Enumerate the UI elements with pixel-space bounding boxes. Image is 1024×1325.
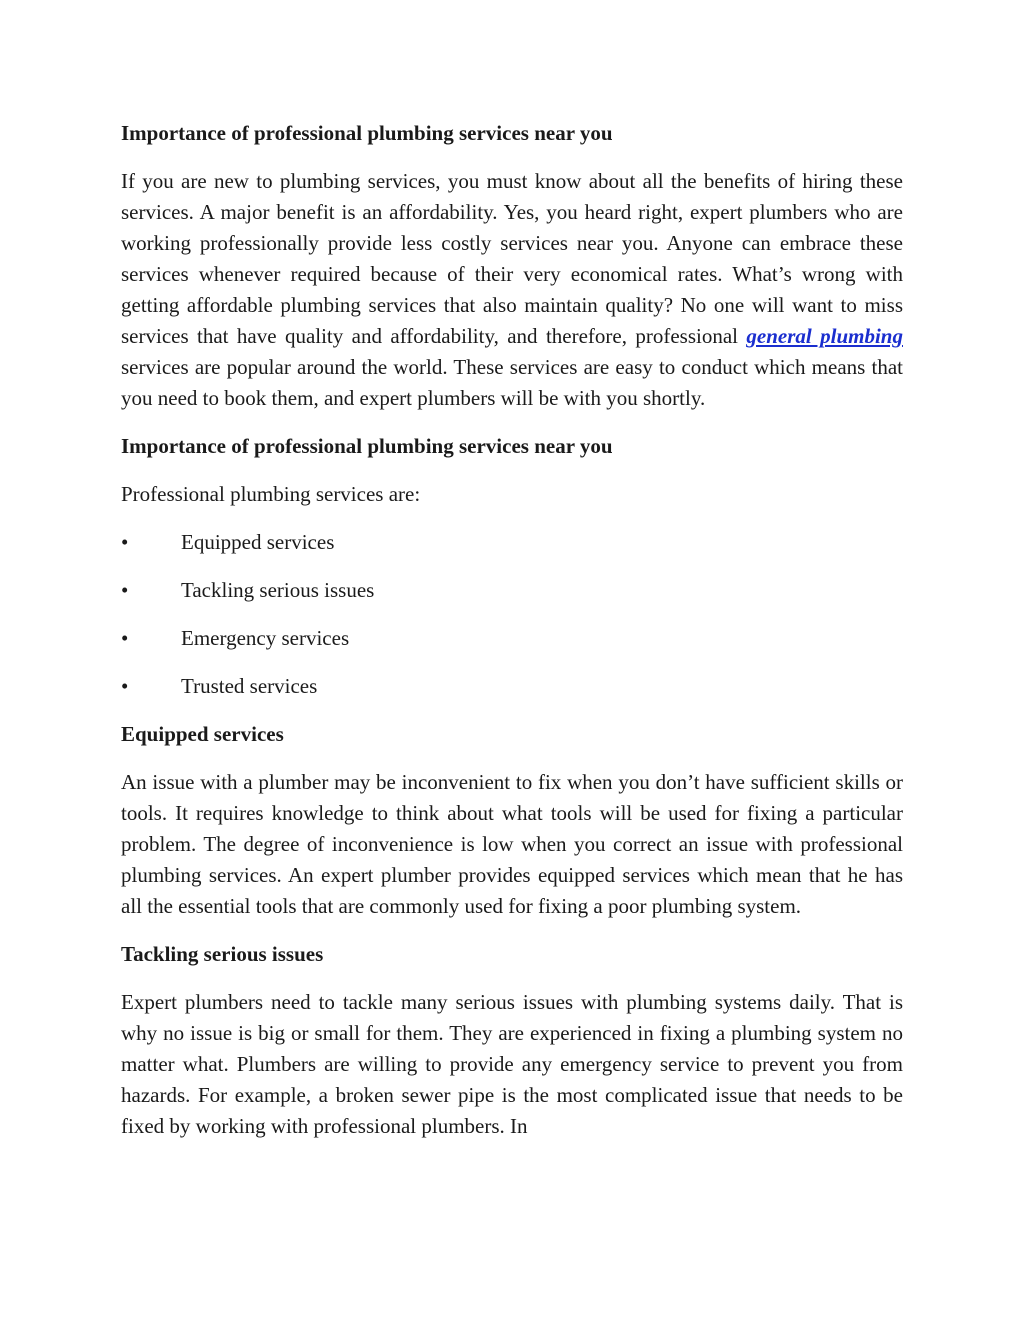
list-item bbox=[121, 671, 903, 702]
tackling-issues-paragraph: Expert plumbers need to tackle many serious issues with plumbing systems daily. That is why no issue is big or small for them. They are experienced in fixing a plumbing system no matter what. Plumbers are willing to provide any emergency service to prevent you from hazards. For example, a broken sewer pipe is the most complicated issue that needs to be fixed by working with professional plumbers. In bbox=[121, 990, 903, 1138]
section-heading: Tackling serious issues bbox=[121, 942, 324, 966]
list-item-label: Equipped services bbox=[181, 530, 335, 554]
list-item bbox=[121, 623, 903, 654]
bullet-icon: • bbox=[121, 626, 129, 650]
section-heading: Equipped services bbox=[121, 722, 284, 746]
document-page bbox=[121, 118, 903, 1159]
general-plumbing-link[interactable]: general plumbing bbox=[746, 324, 903, 348]
intro-paragraph bbox=[121, 166, 903, 414]
list-intro: Professional plumbing services are: bbox=[121, 482, 421, 506]
list-item bbox=[121, 527, 903, 558]
list-item bbox=[121, 575, 903, 606]
section-heading: Importance of professional plumbing services near you bbox=[121, 121, 613, 145]
bullet-icon: • bbox=[121, 530, 129, 554]
bullet-icon: • bbox=[121, 674, 129, 698]
list-item-label: Trusted services bbox=[181, 674, 318, 698]
list-item-label: Tackling serious issues bbox=[181, 578, 375, 602]
list-item-label: Emergency services bbox=[181, 626, 350, 650]
section-heading: Importance of professional plumbing services near you bbox=[121, 434, 613, 458]
equipped-services-paragraph: An issue with a plumber may be inconvenient to fix when you don’t have sufficient skills or tools. It requires knowledge to think about what tools will be used for fixing a particular problem. The degree of inconvenience is low when you correct an issue with professional plumbing services. An expert plumber provides equipped services which mean that he has all the essential tools that are commonly used for fixing a poor plumbing system. bbox=[121, 770, 903, 918]
services-list bbox=[121, 527, 903, 702]
paragraph-text: services are popular around the world. These services are easy to conduct which means that you need to book them, and expert plumbers will be with you shortly. bbox=[121, 355, 903, 410]
bullet-icon: • bbox=[121, 578, 129, 602]
paragraph-text: If you are new to plumbing services, you must know about all the benefits of hiring these services. A major benefit is an affordability. Yes, you heard right, expert plumbers who are working professionally provide less costly services near you. Anyone can embrace these services whenever required because of their very economical rates. What’s wrong with getting affordable plumbing services that also maintain quality? No one will want to miss services that have quality and affordability, and therefore, professional bbox=[121, 169, 903, 348]
